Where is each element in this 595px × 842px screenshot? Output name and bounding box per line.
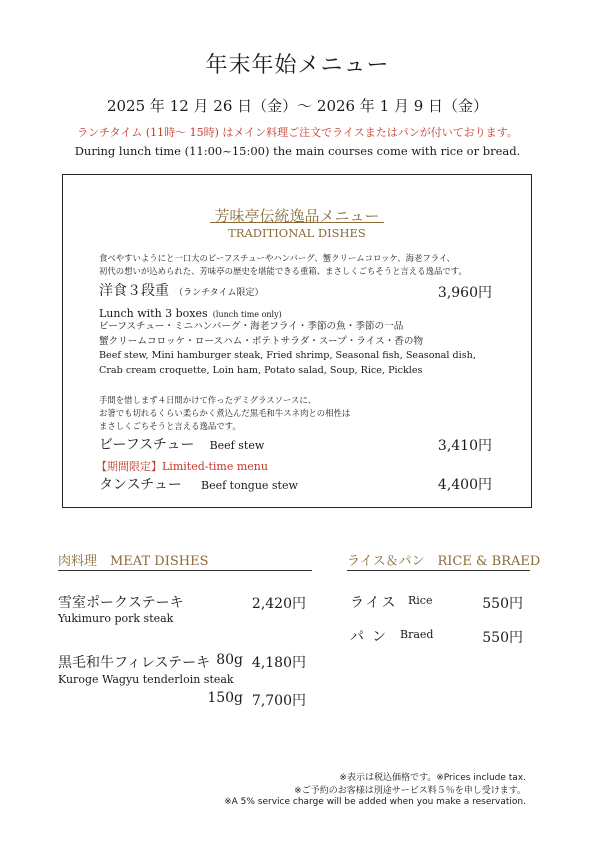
bento-note: （ランチタイム限定） (174, 288, 264, 298)
wagyu-name-jp: 黒毛和牛フィレステーキ (58, 655, 211, 671)
rice-price: 550円 (482, 596, 523, 612)
beef-stew-name-en: Beef stew (209, 439, 265, 452)
rice-name-jp: ライス (350, 595, 398, 611)
wagyu-size-150: 150g (207, 690, 243, 706)
tongue-stew-name-en: Beef tongue stew (200, 479, 298, 492)
wagyu-name-en: Kuroge Wagyu tenderloin steak (58, 673, 234, 686)
service-charge-note-jp: ※ご予約のお客様は別途サービス料５％を申し受けます。 (294, 786, 526, 796)
tongue-stew-name-jp: タンスチュー (99, 477, 182, 493)
bento-name-en: Lunch with 3 boxes (99, 307, 208, 320)
bento-contents: ビーフスチュー・ミニハンバーグ・海老フライ・季節の魚・季節の一品 蟹クリームコロッケ・ロースハム・ポテトサラダ・スープ・ライス・香の物 Beef stew, Mini hamburger steak, Fried shrimp, Seasonal fish, Seasonal dish, Crab cream croquette, Loin ham, Potato salad, Soup, Rice, Pickles (99, 321, 476, 376)
tongue-stew-item (99, 474, 298, 494)
date-range: 2025 年 12 月 26 日（金）〜 2026 年 1 月 9 日（金） (106, 97, 489, 115)
lunch-note-en: During lunch time (11:00~15:00) the main courses come with rice or bread. (74, 144, 521, 158)
bread-price: 550円 (482, 630, 523, 646)
traditional-title-divider (210, 222, 384, 223)
page-title: 年末年始メニュー (205, 53, 390, 78)
traditional-title-jp: 芳味亭伝統逸品メニュー (214, 207, 380, 225)
pork-name-en: Yukimuro pork steak (58, 612, 174, 625)
pork-name-jp: 雪室ポークステーキ (58, 595, 184, 611)
bento-name-en-row (99, 302, 282, 321)
meat-section-title: 肉料理 MEAT DISHES (58, 554, 209, 569)
pork-price: 2,420円 (251, 596, 306, 612)
rice-name-en: Rice (408, 594, 433, 607)
bento-name: 洋食３段重 (99, 283, 169, 299)
bento-description: 食べやすいようにと一口大のビーフスチューやハンバーグ、蟹クリームコロッケ、海老フライ、 初代の想いが込められた、芳味亭の歴史を堪能できる重箱、まさしくごちそうと言える逸品です。 (99, 253, 467, 276)
bento-note-en: (lunch time only) (212, 310, 282, 319)
rice-section-divider (347, 570, 530, 571)
rice-section-title: ライス＆パン RICE & BRAED (347, 554, 541, 569)
service-charge-note-en: ※A 5% service charge will be added when you make a reservation. (224, 797, 526, 807)
tongue-stew-price: 4,400円 (437, 477, 492, 493)
beef-stew-price: 3,410円 (437, 438, 492, 454)
bread-name-jp: パン (350, 629, 394, 645)
beef-stew-name-jp: ビーフスチュー (99, 437, 195, 453)
meat-section-divider (58, 570, 312, 571)
wagyu-size-80: 80g (216, 652, 243, 668)
bread-name-en: Braed (400, 628, 434, 641)
tax-note: ※表示は税込価格です。※Prices include tax. (339, 773, 526, 783)
traditional-title-en: TRADITIONAL DISHES (228, 226, 366, 240)
bento-price: 3,960円 (437, 285, 492, 301)
lunch-note-jp: ランチタイム (11時〜 15時) はメイン料理ご注文でライスまたはパンが付いております。 (77, 126, 518, 139)
wagyu-price-150: 7,700円 (251, 693, 306, 709)
limited-time-label: 【期間限定】Limited-time menu (96, 460, 268, 473)
beef-stew-item (99, 434, 264, 454)
wagyu-price-80: 4,180円 (251, 655, 306, 671)
bento-item (99, 280, 263, 300)
stew-description: 手間を惜しまず４日間かけて作ったデミグラスソースに、 お箸でも切れるくらい柔らかく煮込んだ黒毛和牛スネ肉との相性は まさしくごちそうと言える逸品です。 (99, 395, 351, 431)
